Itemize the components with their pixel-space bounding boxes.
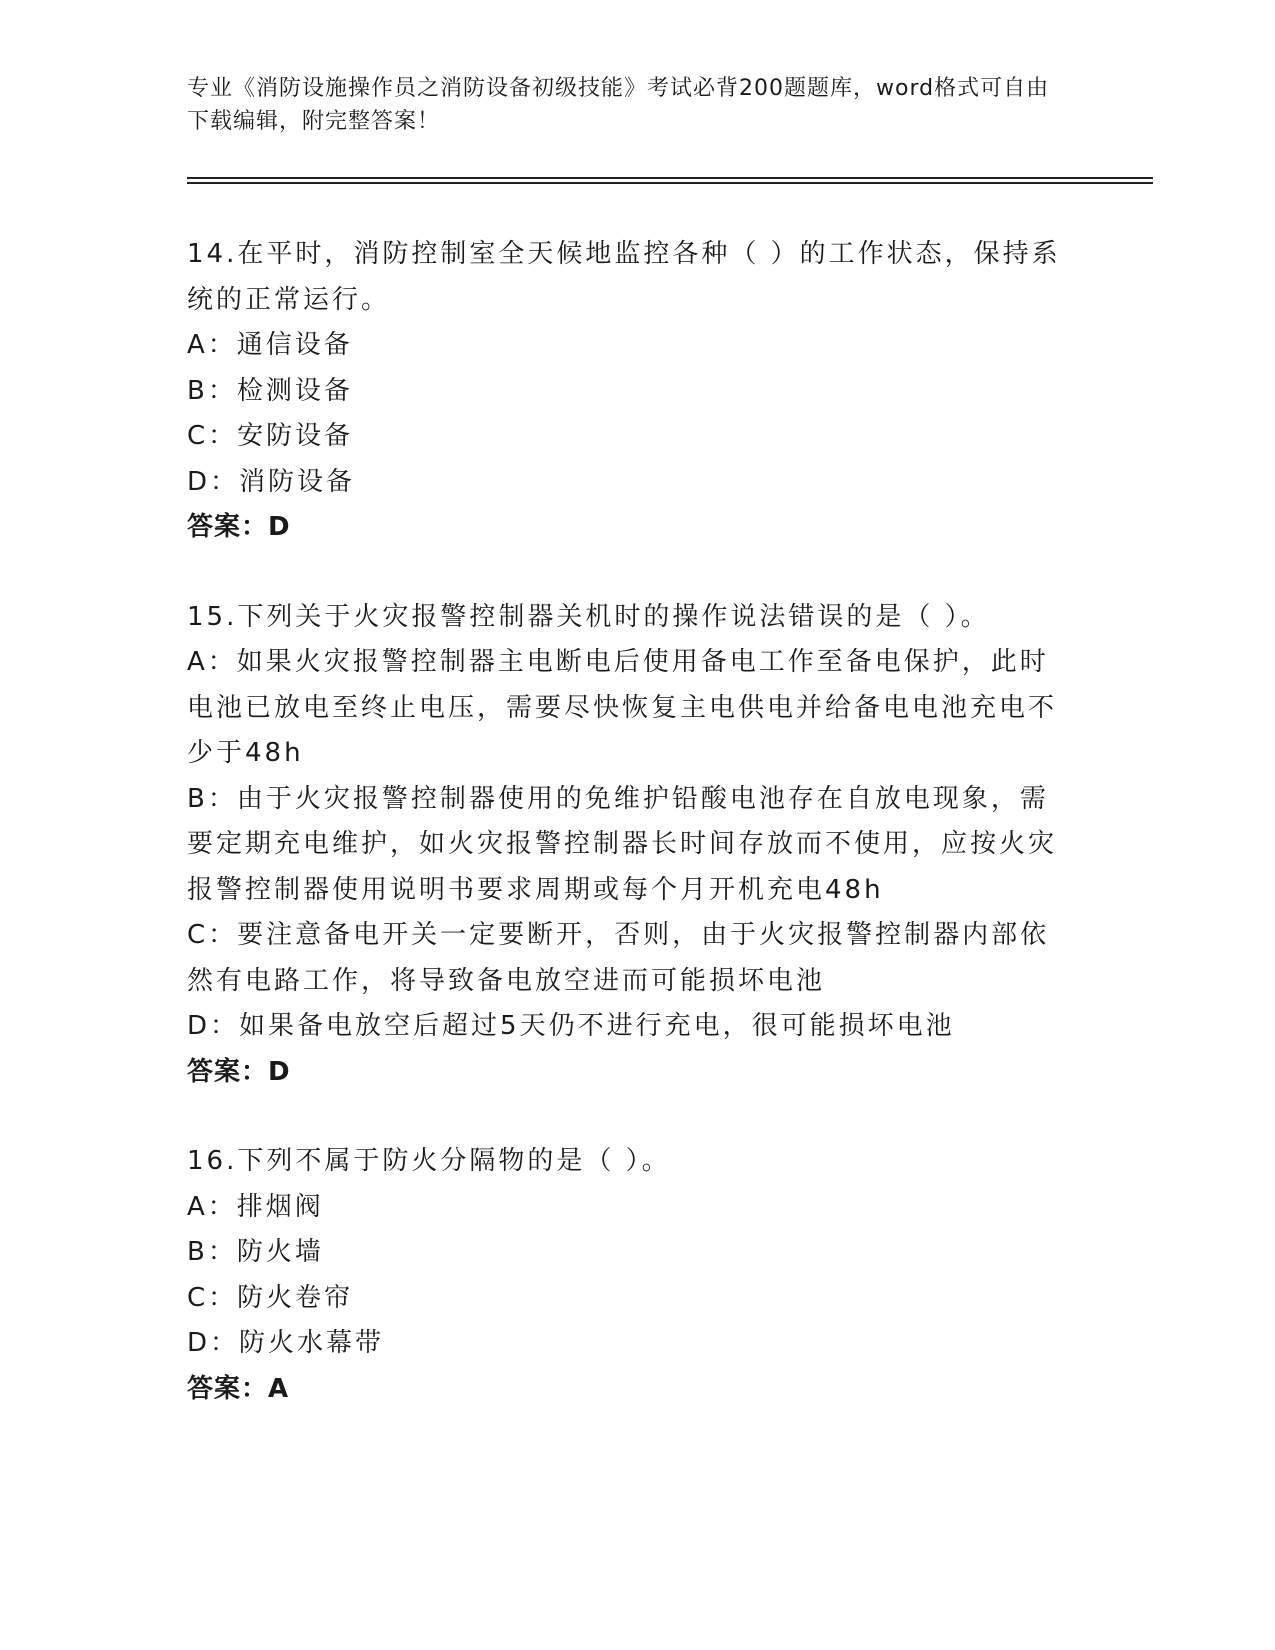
- question-14: [187, 232, 1067, 551]
- question-list: [187, 232, 1067, 1456]
- option-c: C：要注意备电开关一定要断开，否则，由于火灾报警控制器内部依然有电路工作，将导致备电放空进而可能损坏电池: [187, 920, 1050, 996]
- answer: 答案：D: [187, 512, 291, 542]
- option-c: C：防火卷帘: [187, 1282, 354, 1313]
- header-divider-bottom: [187, 182, 1153, 184]
- option-a: A：如果火灾报警控制器主电断电后使用备电工作至备电保护，此时电池已放电至终止电压，需要尽快恢复主电供电并给备电电池充电不少于48h: [187, 647, 1058, 768]
- option-d: D：消防设备: [187, 466, 356, 497]
- option-c: C：安防设备: [187, 421, 354, 451]
- document-header: [187, 72, 1067, 138]
- header-divider-top: [187, 177, 1153, 179]
- option-d: D：如果备电放空后超过5天仍不进行充电，很可能损坏电池: [187, 1011, 955, 1041]
- answer: 答案：D: [187, 1056, 291, 1087]
- answer: 答案：A: [187, 1373, 290, 1404]
- header-title: 专业《消防设施操作员之消防设备初级技能》考试必背200题题库，word格式可自由下载编辑，附完整答案！: [187, 76, 1050, 134]
- question-15: [187, 595, 1067, 1096]
- option-b: B：防火墙: [187, 1237, 324, 1267]
- question-text: 16.下列不属于防火分隔物的是（ ）。: [187, 1146, 671, 1176]
- question-text: 14.在平时，消防控制室全天候地监控各种（ ）的工作状态，保持系统的正常运行。: [187, 239, 1061, 315]
- question-text: 15.下列关于火灾报警控制器关机时的操作说法错误的是（ ）。: [187, 601, 990, 632]
- option-a: A：通信设备: [187, 330, 353, 360]
- question-16: [187, 1139, 1067, 1412]
- option-b: B：由于火灾报警控制器使用的免维护铅酸电池存在自放电现象，需要定期充电维护，如火灾报警控制器长时间存放而不使用，应按火灾报警控制器使用说明书要求周期或每个月开机充电48h: [187, 783, 1058, 905]
- option-d: D：防火水幕带: [187, 1328, 385, 1358]
- option-b: B：检测设备: [187, 375, 353, 406]
- option-a: A：排烟阀: [187, 1191, 324, 1222]
